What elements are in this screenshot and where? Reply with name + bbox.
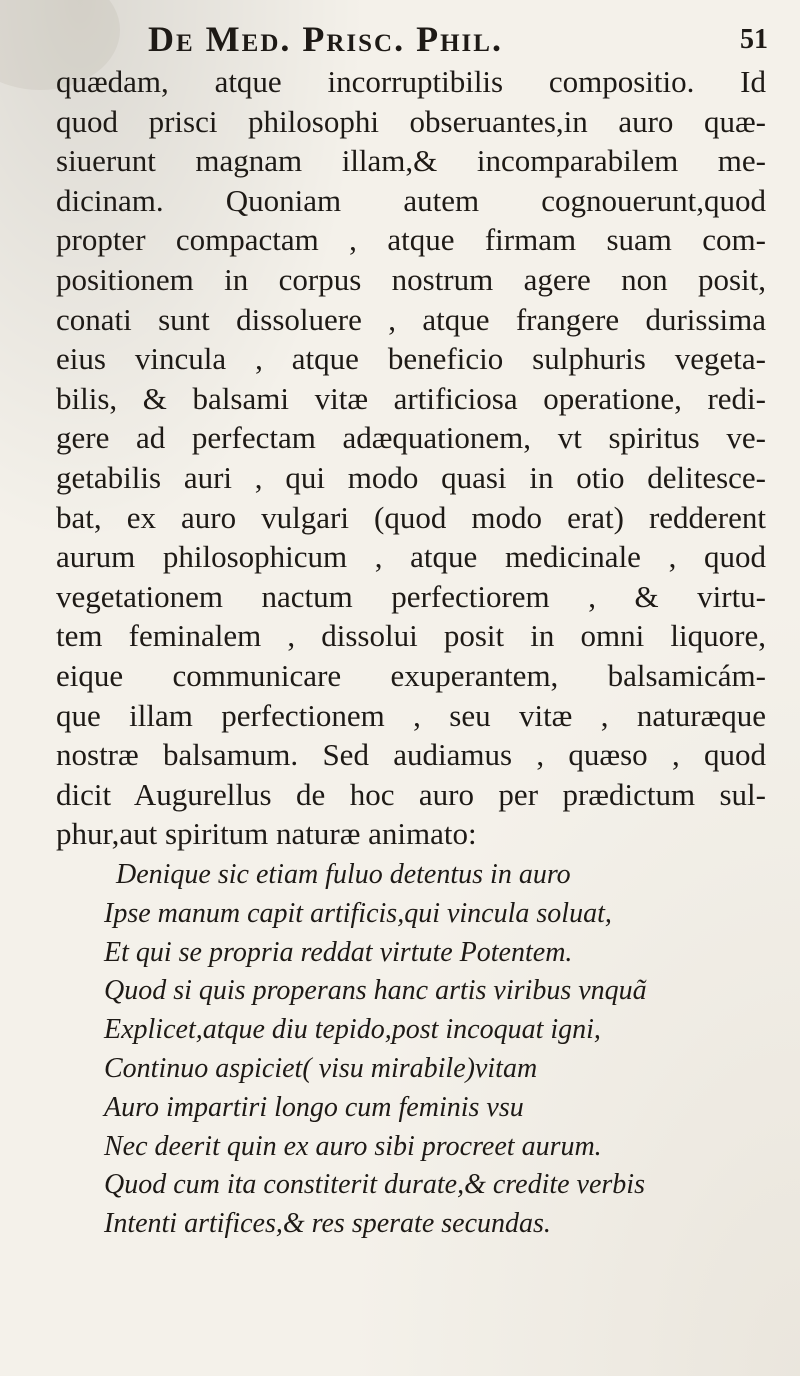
verse-line: Quod cum ita constiterit durate,& credite verbis <box>104 1169 645 1201</box>
text-line: nostræ balsamum. Sed audiamus , quæso , quod <box>56 737 766 773</box>
text-line: positionem in corpus nostrum agere non posit, <box>56 261 766 297</box>
page-number: 51 <box>740 24 768 55</box>
text-line: que illam perfectionem , seu vitæ , naturæque <box>56 697 766 733</box>
text-line: eique communicare exuperantem, balsamicám- <box>56 657 766 693</box>
verse-line: Auro impartiri longo cum feminis vsu <box>104 1091 524 1123</box>
text-line: bat, ex auro vulgari (quod modo erat) redderent <box>56 499 766 535</box>
text-line: aurum philosophicum , atque medicinale , quod <box>56 539 766 575</box>
text-line: eius vincula , atque beneficio sulphuris vegeta- <box>56 341 766 377</box>
verse-line: Continuo aspiciet( visu mirabile)vitam <box>104 1052 538 1084</box>
prose-paragraph <box>56 62 766 854</box>
text-line: vegetationem nactum perfectiorem , & virtu- <box>56 578 766 614</box>
text-line: getabilis auri , qui modo quasi in otio delitesce- <box>56 459 766 495</box>
text-line: phur,aut spiritum naturæ animato: <box>56 816 477 852</box>
running-title: De Med. Prisc. Phil. <box>148 19 503 59</box>
text-line: quædam, atque incorruptibilis compositio. Id <box>56 64 766 99</box>
text-line: dicinam. Quoniam autem cognouerunt,quod <box>56 182 766 218</box>
page-header <box>148 14 768 64</box>
text-line: propter compactam , atque firmam suam com- <box>56 222 766 258</box>
text-line: quod prisci philosophi obseruantes,in auro quæ- <box>56 103 766 139</box>
verse-line: Nec deerit quin ex auro sibi procreet aurum. <box>104 1130 602 1162</box>
verse-line: Ipse manum capit artificis,qui vincula soluat, <box>104 897 612 929</box>
verse-line: Explicet,atque diu tepido,post incoquat igni, <box>104 1014 601 1046</box>
text-line: bilis, & balsami vitæ artificiosa operatione, redi- <box>56 380 766 416</box>
text-line: conati sunt dissoluere , atque frangere durissima <box>56 301 766 337</box>
text-line: dicit Augurellus de hoc auro per prædictum sul- <box>56 776 766 812</box>
text-line: gere ad perfectam adæquationem, vt spiritus ve- <box>56 420 766 456</box>
verse-line: Et qui se propria reddat virtute Potentem. <box>104 936 573 968</box>
verse-line: Intenti artifices,& res sperate secundas. <box>104 1208 551 1240</box>
text-line: tem feminalem , dissolui posit in omni liquore, <box>56 618 766 654</box>
verse-quotation <box>88 856 768 1244</box>
text-line: siuerunt magnam illam,& incomparabilem me- <box>56 143 766 179</box>
verse-line: Quod si quis properans hanc artis viribus vnquã <box>104 975 647 1007</box>
verse-line: Denique sic etiam fuluo detentus in auro <box>116 859 571 890</box>
